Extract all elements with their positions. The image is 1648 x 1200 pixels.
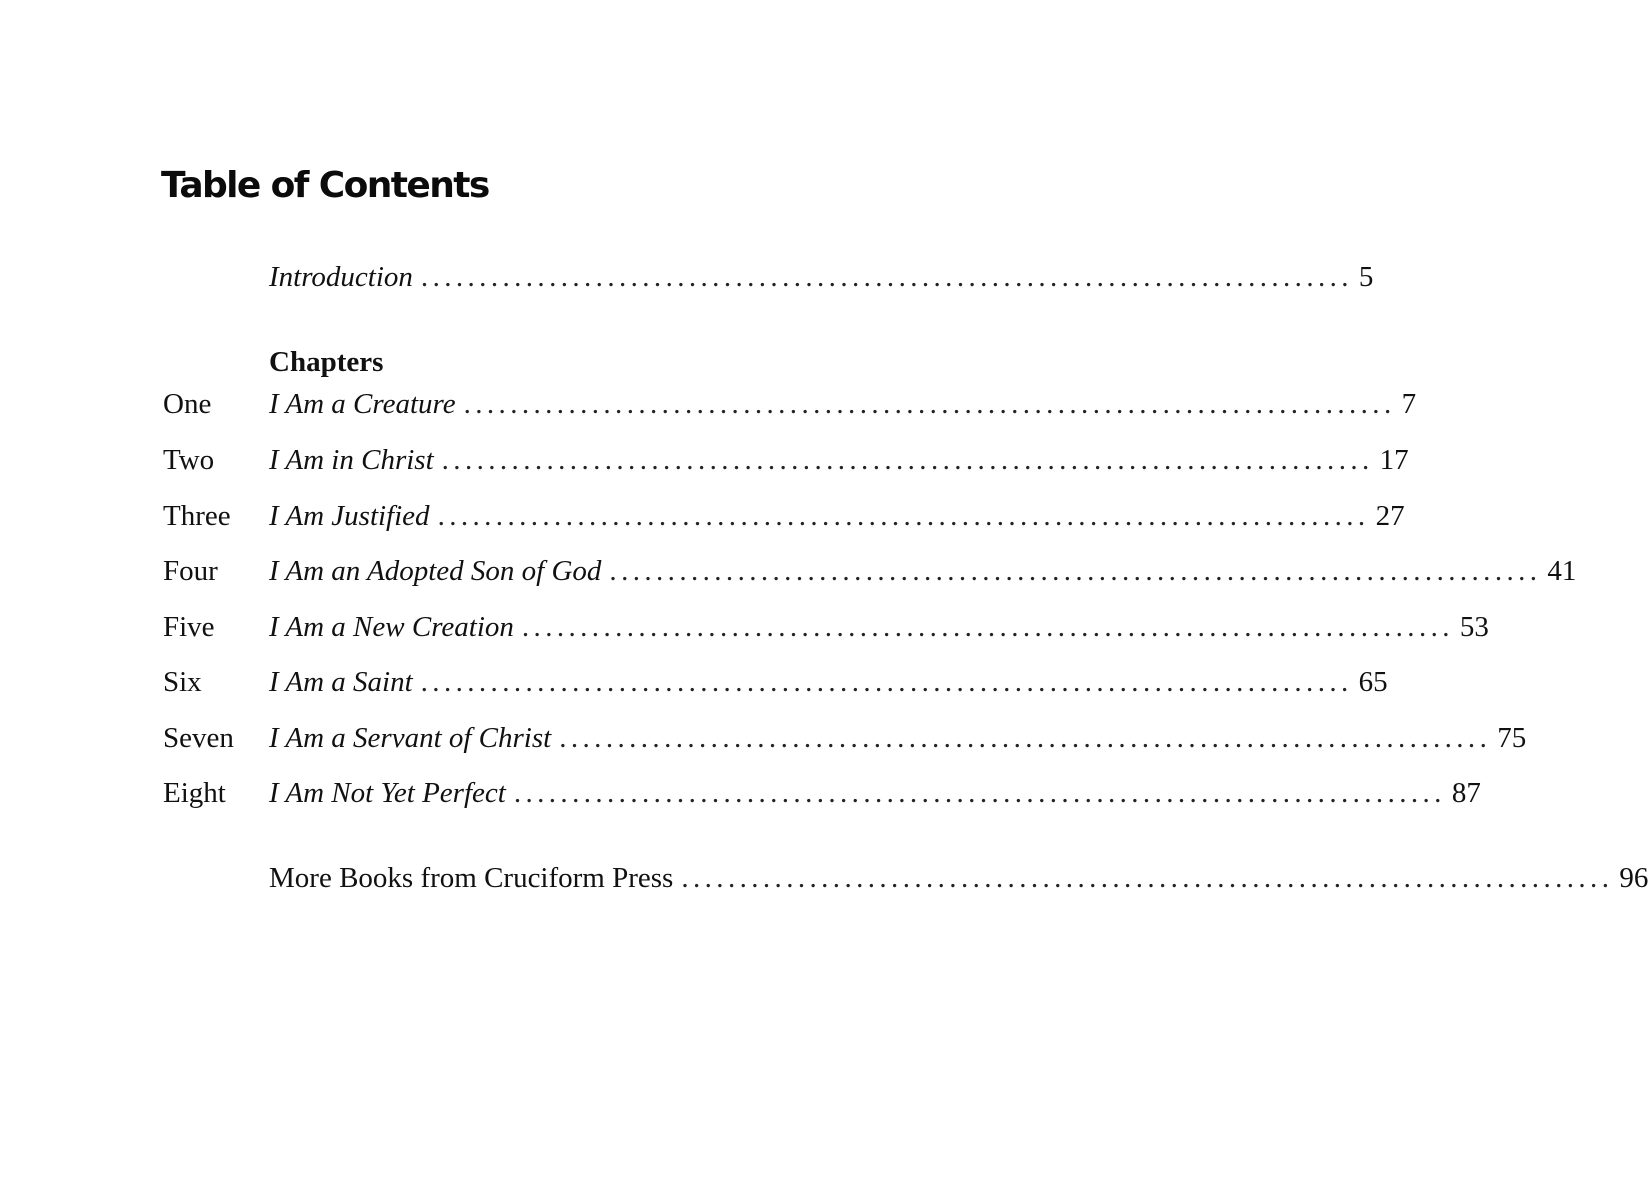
dot-leader: ................................................................................ xyxy=(420,261,1353,293)
page-number: 75 xyxy=(1497,722,1527,754)
toc-entry-chapter-four xyxy=(163,551,1577,591)
toc-entry-chapter-three xyxy=(163,496,1405,536)
page-number: 53 xyxy=(1459,611,1489,643)
dot-leader: ................................................................................ xyxy=(609,555,1542,587)
chapter-number: Seven xyxy=(163,722,234,754)
toc-entry-chapter-two xyxy=(163,440,1409,480)
page-number: 5 xyxy=(1358,261,1374,293)
chapters-heading: Chapters xyxy=(269,346,384,378)
entry-title: I Am Justified xyxy=(269,500,430,532)
toc-entry-chapter-five xyxy=(163,607,1489,647)
page-number: 87 xyxy=(1451,777,1481,809)
entry-title: More Books from Cruciform Press xyxy=(269,862,674,894)
entry-title: Introduction xyxy=(269,261,413,293)
page-number: 96 xyxy=(1619,862,1648,894)
page-title: Table of Contents xyxy=(161,165,489,206)
toc-entry-introduction xyxy=(163,257,1374,297)
entry-title: I Am Not Yet Perfect xyxy=(269,777,506,809)
chapter-number: Two xyxy=(163,444,215,476)
dot-leader: ................................................................................ xyxy=(513,777,1446,809)
toc-entry-more-books xyxy=(163,858,1648,898)
entry-title: I Am a Servant of Christ xyxy=(269,722,552,754)
toc-entry-chapter-six xyxy=(163,662,1388,702)
dot-leader: ................................................................................ xyxy=(437,500,1370,532)
chapter-number: One xyxy=(163,388,212,420)
page-number: 27 xyxy=(1375,500,1405,532)
dot-leader: ................................................................................ xyxy=(463,388,1396,420)
page-number: 17 xyxy=(1379,444,1409,476)
page-number: 41 xyxy=(1547,555,1577,587)
toc-entry-chapter-seven xyxy=(163,718,1527,758)
toc-entry-chapter-one xyxy=(163,384,1417,424)
page-number: 65 xyxy=(1358,666,1388,698)
chapter-number: Six xyxy=(163,666,202,698)
entry-title: I Am an Adopted Son of God xyxy=(269,555,602,587)
chapter-number: Three xyxy=(163,500,231,532)
entry-title: I Am a Creature xyxy=(269,388,456,420)
entry-title: I Am a New Creation xyxy=(269,611,514,643)
dot-leader: ................................................................................ xyxy=(559,722,1492,754)
dot-leader: ................................................................................ xyxy=(420,666,1353,698)
entry-title: I Am in Christ xyxy=(269,444,434,476)
dot-leader: ................................................................................ xyxy=(681,862,1614,894)
chapter-number: Eight xyxy=(163,777,226,809)
page-number: 7 xyxy=(1401,388,1417,420)
entry-title: I Am a Saint xyxy=(269,666,413,698)
dot-leader: ................................................................................ xyxy=(441,444,1374,476)
chapter-number: Five xyxy=(163,611,215,643)
chapter-number: Four xyxy=(163,555,218,587)
toc-entry-chapter-eight xyxy=(163,773,1481,813)
dot-leader: ................................................................................ xyxy=(521,611,1454,643)
